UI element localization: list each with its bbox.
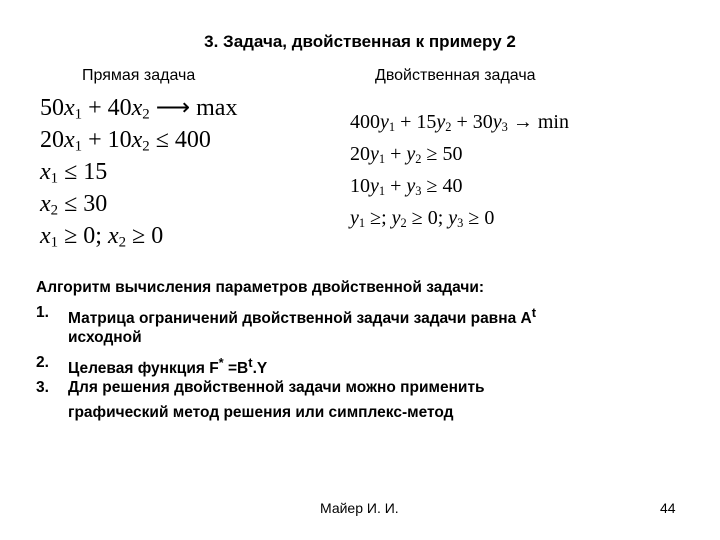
algorithm-item-3: 3. Для решения двойственной задачи можно применить <box>36 379 485 396</box>
primal-objective: $50x_1 + 40x_2$ ⟶ max <box>40 95 238 123</box>
dual-heading: Двойственная задача <box>375 67 536 84</box>
dual-nonnegativity: $y_1$ ≥; $y_2 \ge 0$; $y_3 \ge 0$ <box>350 207 495 231</box>
dual-constraint-1: $20y_1 + y_2 \ge 50$ <box>350 143 463 167</box>
algorithm-item-1-continuation: исходной <box>68 329 142 346</box>
primal-constraint-2: $x_1 \le 15$ <box>40 159 108 187</box>
footer-author: Майер И. И. <box>320 500 399 516</box>
page-number: 44 <box>660 500 676 516</box>
algorithm-heading: Алгоритм вычисления параметров двойственной задачи: <box>36 279 485 296</box>
algorithm-item-2: 2. Целевая функция $F^* =B^t.Y$ <box>36 354 268 378</box>
dual-system <box>350 106 569 234</box>
primal-constraint-1: $20x_1 + 10x_2 \le 400$ <box>40 127 211 155</box>
algorithm-item-1: 1. Матрица ограничений двойственной задачи задачи равна $A^t$ <box>36 304 537 328</box>
slide-title: 3. Задача, двойственная к примеру 2 <box>204 32 516 51</box>
primal-system <box>40 92 237 252</box>
primal-nonnegativity: $x_1 \ge 0$; $x_2 \ge 0$ <box>40 223 164 251</box>
primal-constraint-3: $x_2 \le 30$ <box>40 191 108 219</box>
algorithm-item-3-continuation: графический метод решения или симплекс-метод <box>68 404 454 421</box>
algorithm-section <box>36 275 676 425</box>
primal-heading: Прямая задача <box>82 67 196 84</box>
dual-objective: $400y_1 + 15y_2 + 30y_3 \to \min$ <box>350 111 569 135</box>
dual-constraint-2: $10y_1 + y_3 \ge 40$ <box>350 175 463 199</box>
